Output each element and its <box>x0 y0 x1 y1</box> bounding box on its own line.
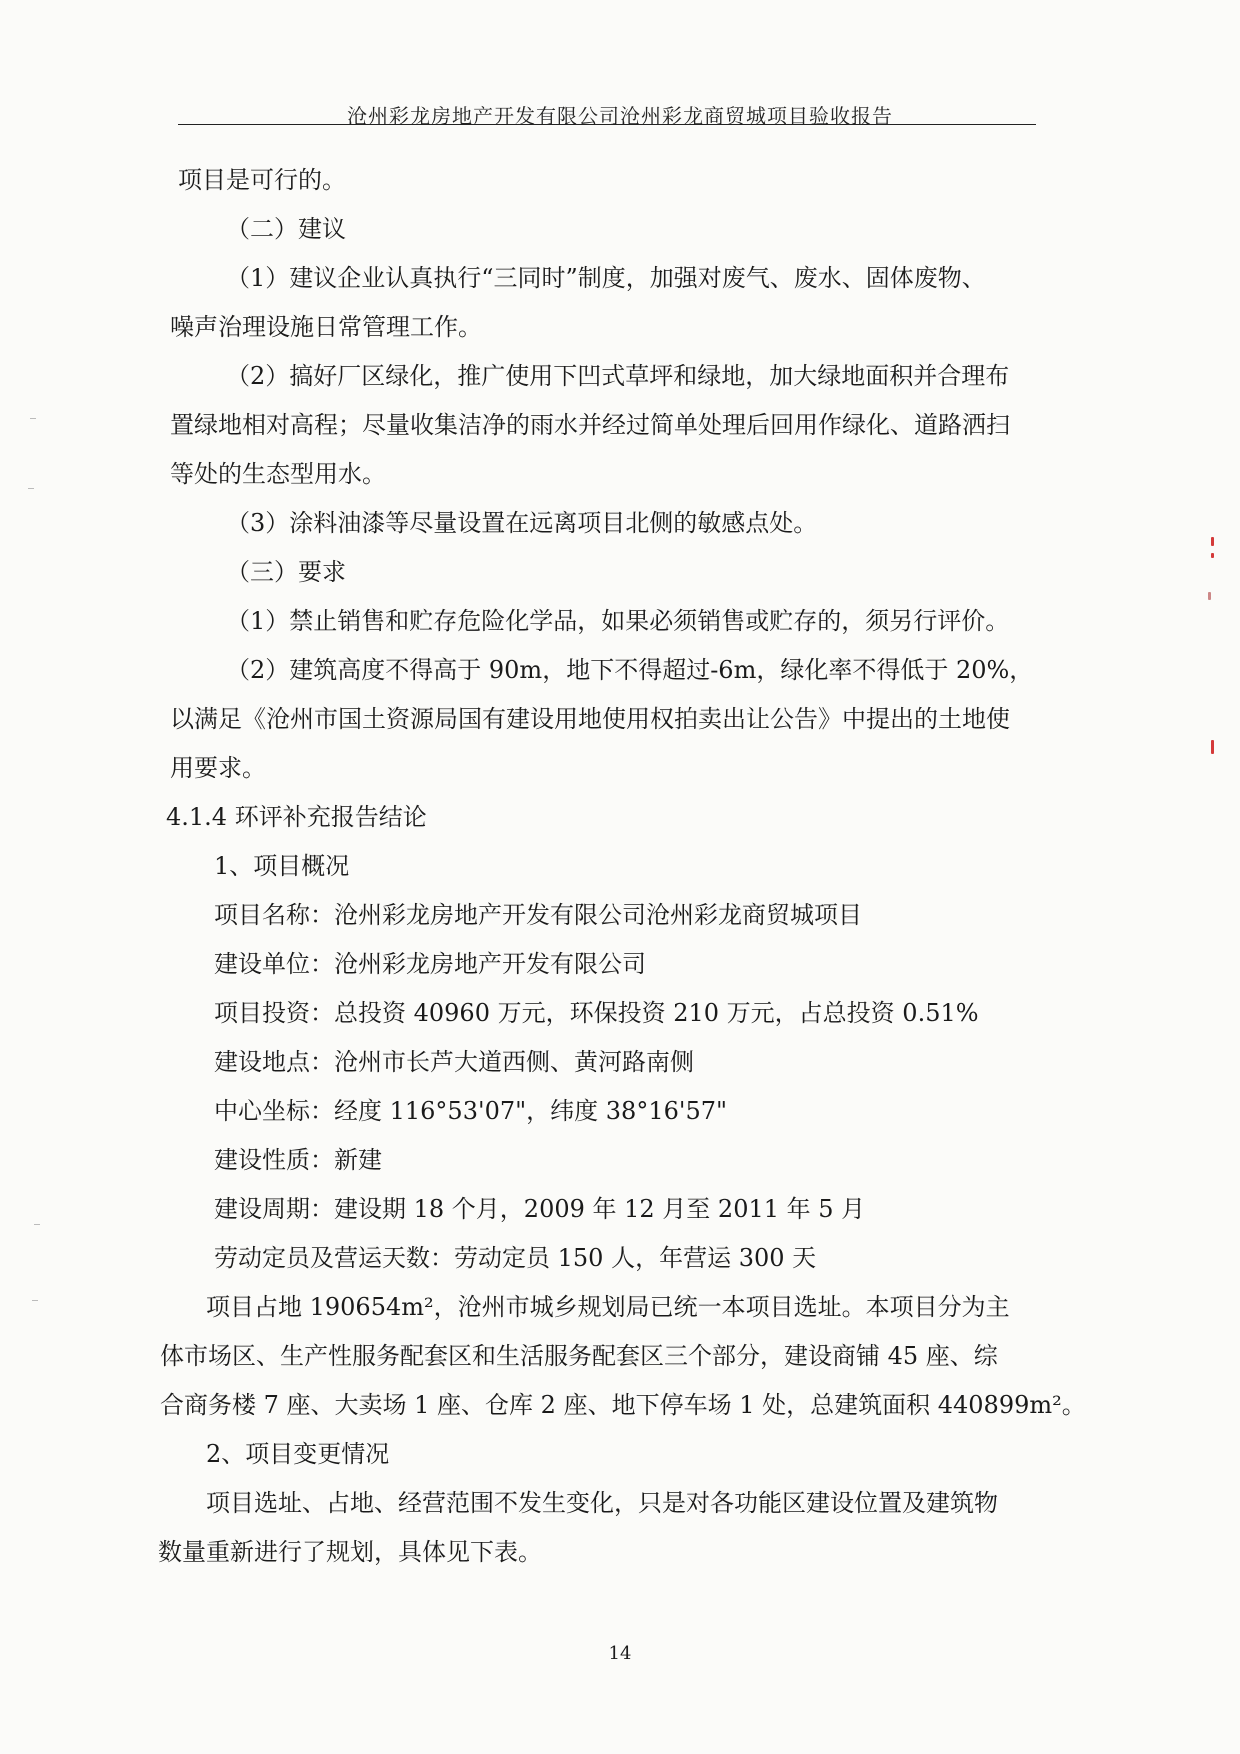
body-line: （1）禁止销售和贮存危险化学品，如果必须销售或贮存的，须另行评价。 <box>226 607 1010 635</box>
scan-speck <box>32 1300 38 1301</box>
scan-speck <box>30 418 36 419</box>
margin-mark <box>1211 553 1214 558</box>
running-header: 沧州彩龙房地产开发有限公司沧州彩龙商贸城项目验收报告 <box>347 104 893 128</box>
body-line: 建设地点：沧州市长芦大道西侧、黄河路南侧 <box>214 1048 694 1076</box>
body-line: 建设单位：沧州彩龙房地产开发有限公司 <box>214 950 646 978</box>
section-heading: 1、项目概况 <box>214 852 350 880</box>
body-line: （2）搞好厂区绿化，推广使用下凹式草坪和绿地，加大绿地面积并合理布 <box>226 362 1010 390</box>
margin-mark <box>1211 537 1214 546</box>
body-line: 建设性质：新建 <box>214 1146 382 1174</box>
body-line: 劳动定员及营运天数：劳动定员 150 人，年营运 300 天 <box>214 1244 817 1272</box>
scan-speck <box>34 1224 40 1225</box>
body-line: 用要求。 <box>170 754 266 782</box>
body-line: 置绿地相对高程；尽量收集洁净的雨水并经过简单处理后回用作绿化、道路洒扫 <box>170 411 1010 439</box>
subsection-heading: 4.1.4 环评补充报告结论 <box>166 803 427 831</box>
body-line: 合商务楼 7 座、大卖场 1 座、仓库 2 座、地下停车场 1 处，总建筑面积 440899m²。 <box>160 1391 1086 1419</box>
body-line: 体市场区、生产性服务配套区和生活服务配套区三个部分，建设商铺 45 座、综 <box>160 1342 998 1370</box>
body-line: 项目名称：沧州彩龙房地产开发有限公司沧州彩龙商贸城项目 <box>214 901 862 929</box>
body-line: 等处的生态型用水。 <box>170 460 386 488</box>
body-line: 建设周期：建设期 18 个月，2009 年 12 月至 2011 年 5 月 <box>214 1195 866 1223</box>
scan-speck <box>28 488 34 489</box>
body-line: （2）建筑高度不得高于 90m，地下不得超过-6m，绿化率不得低于 20%， <box>226 656 1034 684</box>
margin-mark <box>1208 592 1211 600</box>
body-line: （1）建议企业认真执行“三同时”制度，加强对废气、废水、固体废物、 <box>226 264 986 292</box>
body-line: 以满足《沧州市国土资源局国有建设用地使用权拍卖出让公告》中提出的土地使 <box>170 705 1010 733</box>
body-line: 噪声治理设施日常管理工作。 <box>170 313 482 341</box>
body-line: 项目选址、占地、经营范围不发生变化，只是对各功能区建设位置及建筑物 <box>206 1489 998 1517</box>
body-line: （3）涂料油漆等尽量设置在远离项目北侧的敏感点处。 <box>226 509 818 537</box>
header-rule <box>178 124 1036 125</box>
margin-mark <box>1211 740 1214 754</box>
body-line: 项目投资：总投资 40960 万元，环保投资 210 万元，占总投资 0.51% <box>214 999 979 1027</box>
body-line: 项目占地 190654m²，沧州市城乡规划局已统一本项目选址。本项目分为主 <box>206 1293 1010 1321</box>
section-heading: 2、项目变更情况 <box>206 1440 390 1468</box>
page-number: 14 <box>608 1643 632 1664</box>
section-heading: （二）建议 <box>226 215 346 243</box>
body-line: 数量重新进行了规划，具体见下表。 <box>158 1538 542 1566</box>
body-line: 项目是可行的。 <box>178 166 346 194</box>
body-line: 中心坐标：经度 116°53'07"，纬度 38°16'57" <box>214 1097 728 1125</box>
section-heading: （三）要求 <box>226 558 346 586</box>
